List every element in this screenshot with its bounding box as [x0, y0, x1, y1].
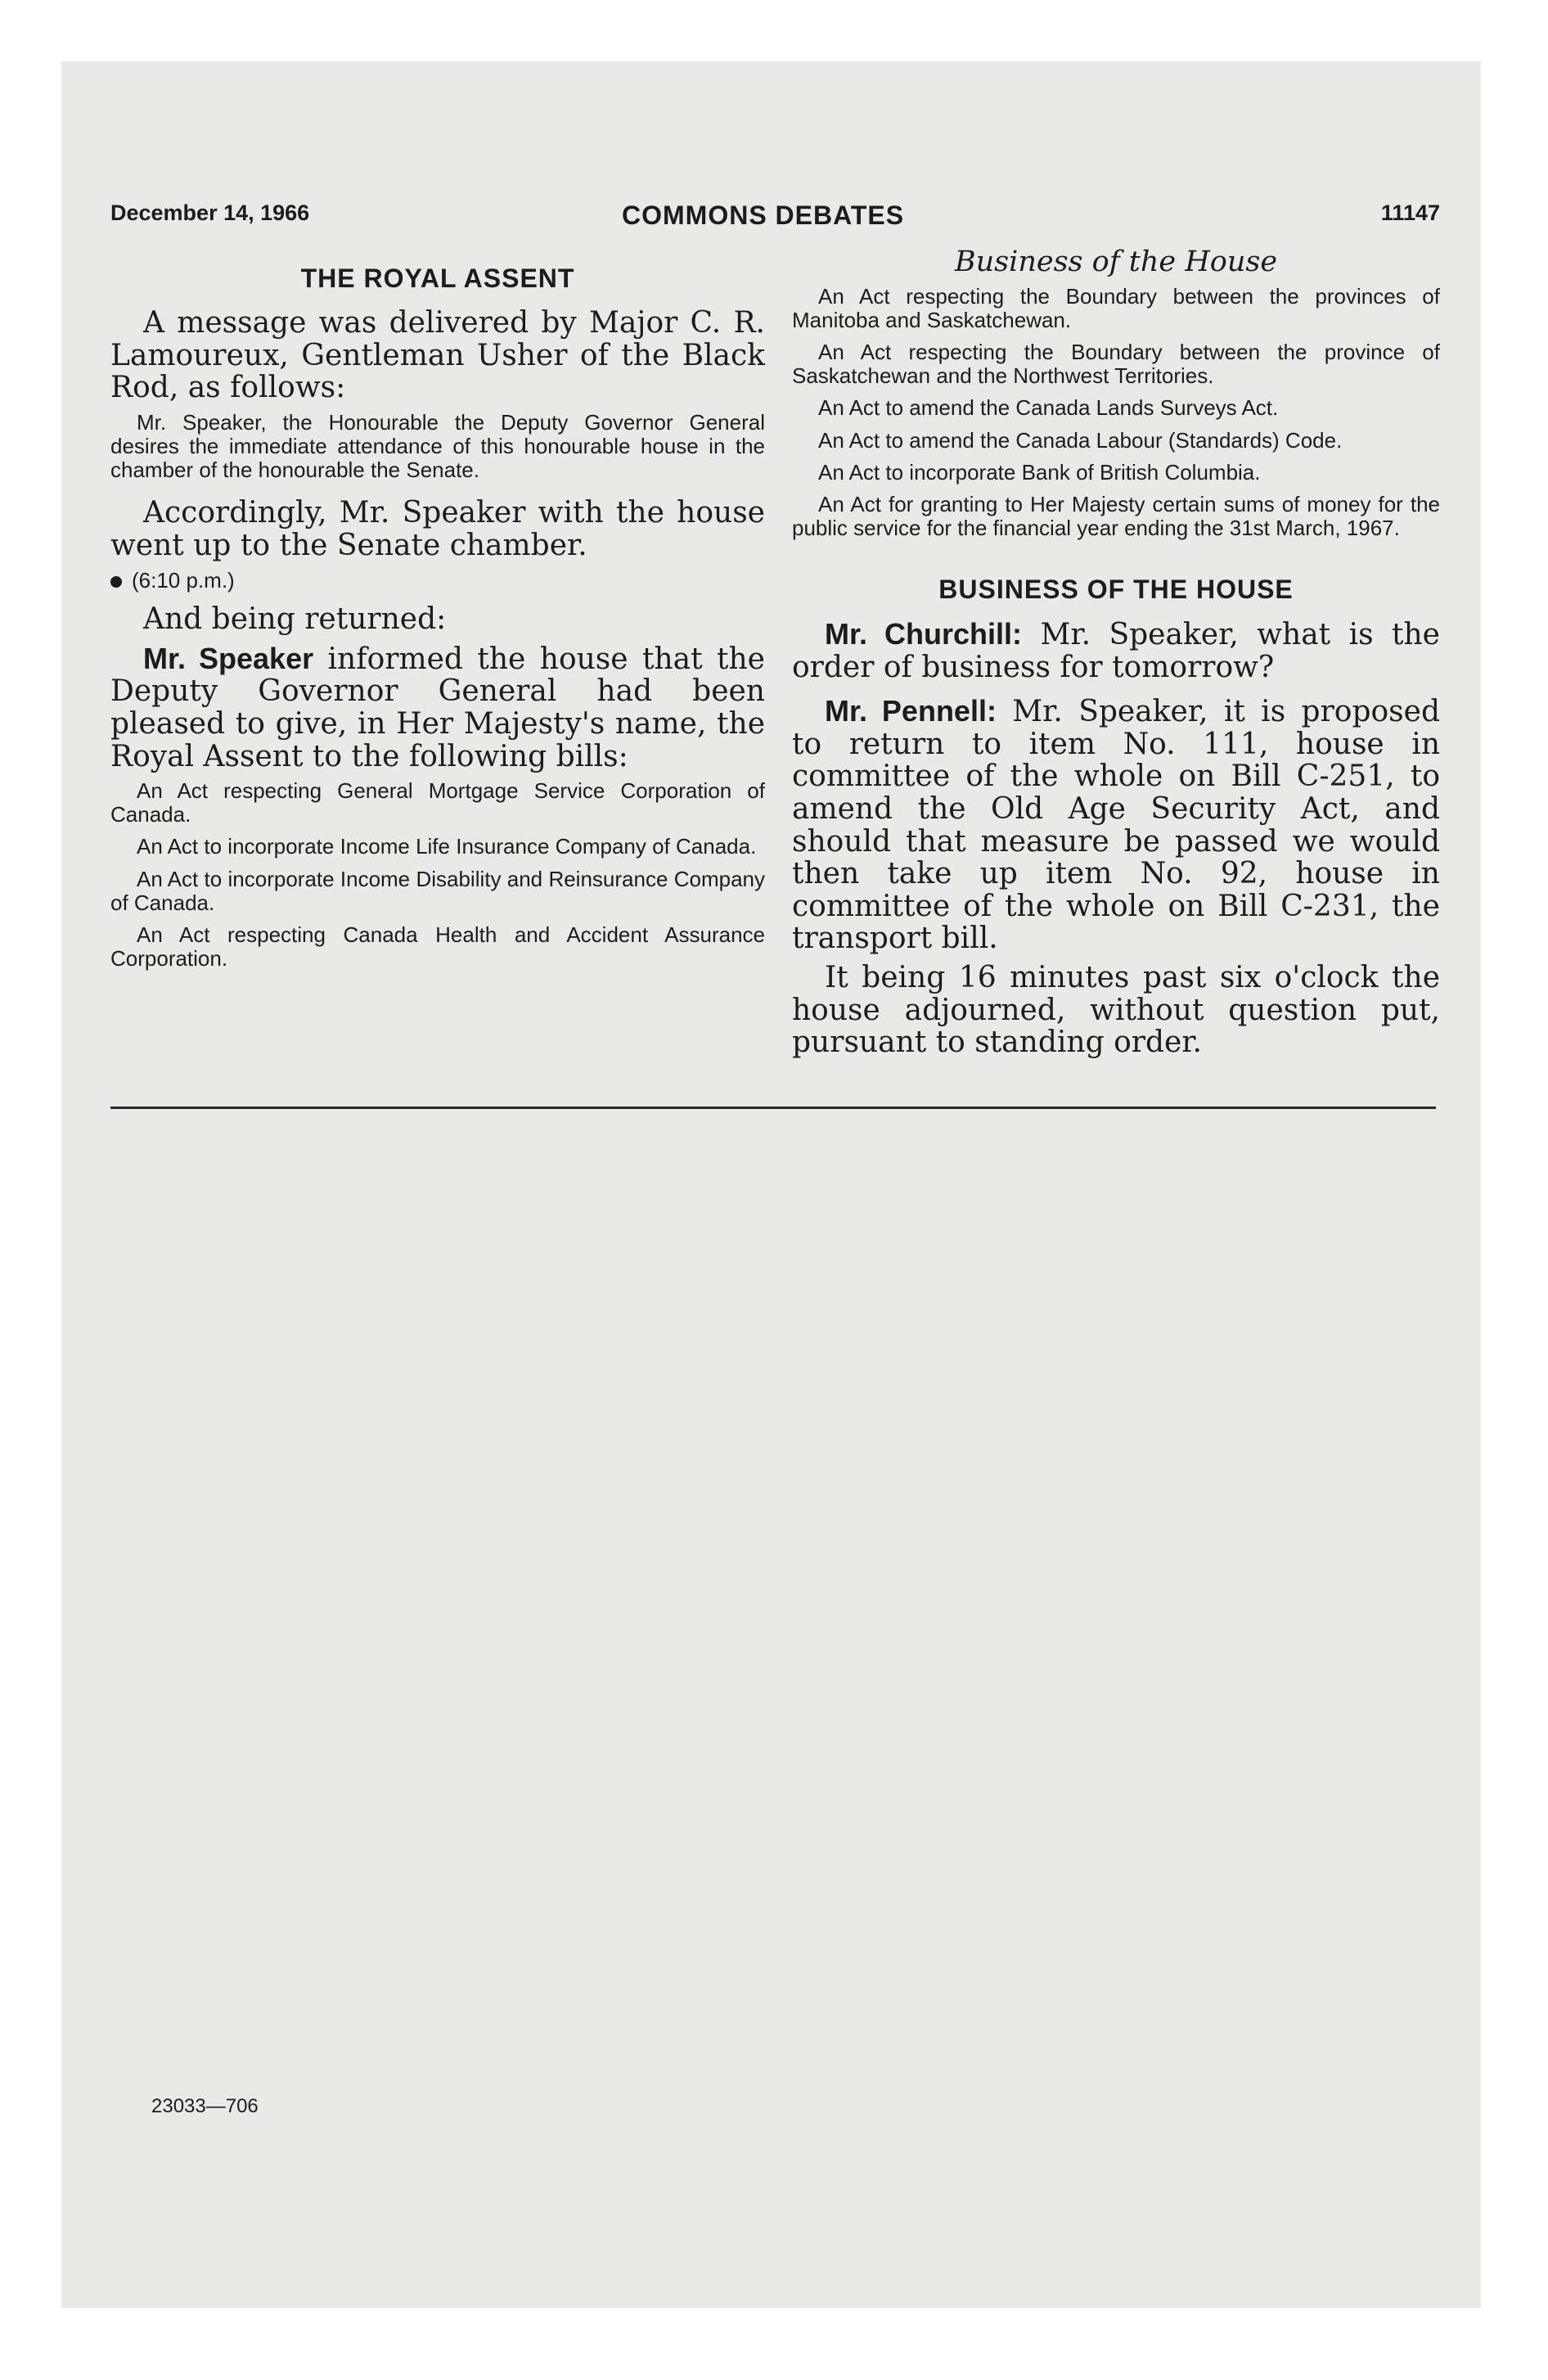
speaker-text: informed the house that the Deputy Governor General had been pleased to give, in Her Majesty's name, the Royal Assent to the following bills: [110, 642, 765, 773]
speaker-label: Mr. Speaker [143, 641, 314, 675]
print-code: 23033—706 [151, 2095, 259, 2117]
bill-item: An Act to incorporate Bank of British Columbia. [818, 459, 1261, 485]
pennell-label: Mr. Pennell: [825, 694, 997, 728]
left-column [110, 246, 765, 979]
time-marker [110, 568, 765, 593]
bill-item: An Act respecting General Mortgage Service Corporation of Canada. [110, 778, 765, 827]
returned-paragraph: And being returned: [143, 602, 447, 637]
churchill-paragraph [792, 618, 1440, 683]
pennell-paragraph [792, 695, 1440, 955]
right-column [792, 246, 1440, 1066]
running-head: Business of the House [954, 246, 1278, 278]
speaker-paragraph [110, 642, 765, 773]
royal-assent-heading: THE ROYAL ASSENT [300, 264, 575, 293]
bill-item: An Act to amend the Canada Labour (Standards) Code. [818, 427, 1343, 453]
business-heading: BUSINESS OF THE HOUSE [938, 574, 1294, 604]
header-title: COMMONS DEBATES [622, 201, 905, 230]
bullet-icon [110, 576, 122, 588]
black-rod-message: Mr. Speaker, the Honourable the Deputy Governor General desires the immediate attendance of this honourable house in the chamber of the honourable the Senate. [110, 409, 765, 482]
bill-item: An Act to incorporate Income Life Insurance Company of Canada. [137, 834, 757, 859]
adjournment-paragraph: It being 16 minutes past six o'clock the house adjourned, without question put, pursuant to standing order. [792, 960, 1440, 1060]
pennell-text: Mr. Speaker, it is proposed to return to item No. 111, house in committee of the whole on Bill C-251, to amend the Old Age Security Act, and should that measure be passed we would then take up item No. 92, house in committee of the whole on Bill C-231, the transport bill. [792, 695, 1440, 956]
bill-item: An Act respecting Canada Health and Accident Assurance Corporation. [110, 922, 765, 971]
churchill-label: Mr. Churchill: [825, 616, 1023, 651]
bill-item: An Act to amend the Canada Lands Surveys Act. [818, 395, 1279, 421]
bill-item: An Act to incorporate Income Disability and Reinsurance Company of Canada. [110, 866, 765, 915]
page-header [110, 201, 1440, 233]
time-text: (6:10 p.m.) [132, 568, 235, 593]
page-number: 11147 [1380, 201, 1440, 225]
bill-item: An Act for granting to Her Majesty certain sums of money for the public service for the financial year ending the 31st March, 1967. [792, 491, 1440, 540]
churchill-text: Mr. Speaker, what is the order of business for tomorrow? [792, 617, 1440, 684]
header-date: December 14, 1966 [110, 201, 310, 225]
accordingly-paragraph: Accordingly, Mr. Speaker with the house went up to the Senate chamber. [110, 496, 765, 562]
end-rule [110, 1107, 1436, 1109]
message-intro: A message was delivered by Major C. R. Lamoureux, Gentleman Usher of the Black Rod, as follows: [110, 306, 765, 405]
bill-item: An Act respecting the Boundary between the provinces of Manitoba and Saskatchewan. [792, 284, 1440, 333]
bill-item: An Act respecting the Boundary between the province of Saskatchewan and the Northwest Territories. [792, 340, 1440, 389]
